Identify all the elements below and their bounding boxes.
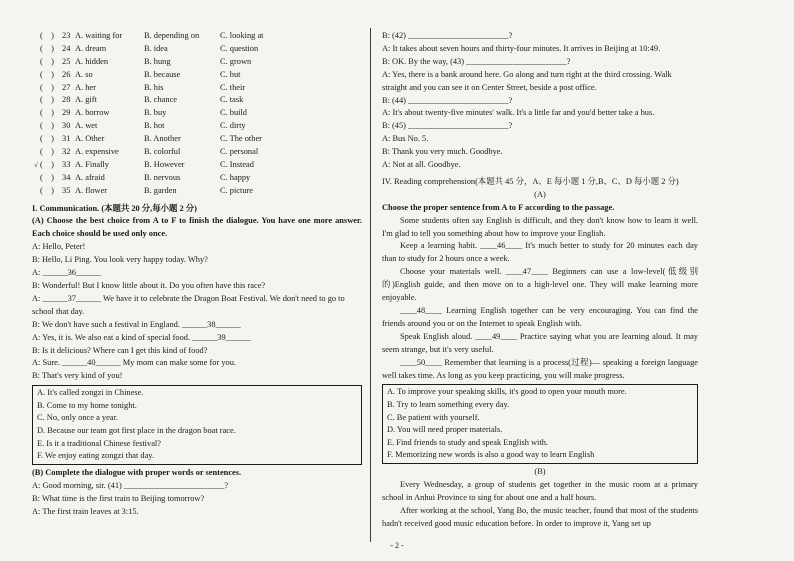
answer-mark: √ [34, 160, 38, 169]
answer-blank[interactable]: ( ) [40, 108, 54, 118]
option-c: C. build [220, 108, 247, 118]
choice-item: B. Come to my home tonight. [37, 400, 137, 410]
option-c: C. Instead [220, 159, 254, 169]
option-c: C. looking at [220, 31, 264, 40]
question-number: 35 [62, 185, 71, 195]
option-b: B. hung [144, 56, 171, 66]
cloze-option-row [32, 172, 362, 185]
option-b: B. Another [144, 134, 181, 144]
dialogue-line: B: We don't have such a festival in England. ______38______ [32, 319, 241, 329]
dialogue-line: B: Hello, Li Ping. You look very happy today. Why? [32, 255, 208, 265]
option-c: C. but [220, 69, 241, 79]
passage-paragraph: Keep a learning habit. ____46____ It's much better to study for 20 minutes each day than to study for 2 hours once a week. [382, 241, 698, 264]
question-number: 25 [62, 56, 71, 66]
choice-item: A. It's called zongzi in Chinese. [37, 388, 144, 398]
section4-partB-label: (B) [534, 466, 546, 476]
option-b: B. However [144, 159, 185, 169]
section4-title: IV. Reading comprehension(本题共 45 分，A、E 每小题 1 分,B、C、D 每小题 2 分) [382, 176, 679, 186]
cloze-option-row [32, 120, 362, 133]
choice-item: B. Try to learn something every day. [387, 400, 510, 410]
passage-paragraph: ____50____ Remember that learning is a process(过程)— speaking a foreign language well takes time. As long as you keep practicing, you will make progress. [382, 357, 698, 380]
dialogue-B-start [32, 480, 362, 519]
dialogue-line: A: ______36______ [32, 268, 102, 278]
answer-blank[interactable]: ( ) [40, 147, 54, 157]
option-b: B. colorful [144, 147, 181, 157]
cloze-option-row [32, 133, 362, 146]
option-a: A. so [75, 69, 93, 79]
question-number: 32 [62, 147, 71, 157]
dialogue-line: B: OK. By the way, (43) ________________________? [382, 56, 571, 66]
dialogue-line: B: That's very kind of you! [32, 371, 123, 381]
answer-blank[interactable]: ( ) [40, 56, 54, 66]
dialogue-line: B: (45) ________________________? [382, 121, 513, 131]
dialogue-line: A: Hello, Peter! [32, 242, 86, 252]
choice-item: A. To improve your speaking skills, it's good to open your mouth more. [387, 387, 627, 397]
page-number: - 2 - [390, 541, 404, 550]
answer-blank[interactable]: ( ) [40, 43, 54, 53]
cloze-option-row [32, 146, 362, 159]
dialogue-line: A: Sure. ______40______ My mom can make some for you. [32, 358, 236, 368]
option-c: C. grown [220, 56, 252, 66]
choice-item: F. Memorizing new words is also a good way to learn English [387, 450, 595, 460]
answer-blank[interactable]: ( ) [40, 159, 54, 169]
answer-blank[interactable]: ( ) [40, 95, 54, 105]
passage-A [382, 215, 698, 383]
question-number: 33 [62, 159, 71, 169]
option-a: A. wet [75, 121, 98, 131]
left-column [32, 30, 362, 518]
option-a: A. afraid [75, 172, 105, 182]
question-number: 26 [62, 69, 71, 79]
question-number: 34 [62, 172, 71, 182]
cloze-option-row [32, 107, 362, 120]
dialogue-line: B: (44) ________________________? [382, 95, 513, 105]
option-a: A. dream [75, 43, 107, 53]
option-b: B. his [144, 82, 164, 92]
dialogue-line: B: Wonderful! But I know little about it. Do you often have this race? [32, 281, 266, 290]
option-c: C. dirty [220, 121, 246, 131]
option-a: A. waiting for [75, 31, 123, 40]
dialogue-line: B: (42) ________________________? [382, 31, 513, 40]
question-number: 31 [62, 134, 71, 144]
choice-item: E. Is it a traditional Chinese festival? [37, 438, 161, 448]
option-b: B. nervous [144, 172, 181, 182]
option-c: C. The other [220, 134, 262, 144]
dialogue-line: A: Bus No. 5. [382, 134, 429, 144]
question-number: 24 [62, 43, 71, 53]
section1-partB-title: (B) Complete the dialogue with proper words or sentences. [32, 467, 242, 477]
passage-B [382, 479, 698, 531]
passage-paragraph: Speak English aloud. ____49____ Practice saying what you are learning aloud. It may seem strange, but it's very useful. [382, 331, 698, 354]
dialogue-line: B: Thank you very much. Goodbye. [382, 147, 503, 157]
option-a: A. gift [75, 95, 97, 105]
choice-item: D. You will need proper materials. [387, 425, 503, 435]
passage-paragraph: Some students often say English is difficult, and they don't know how to learn it well. I'm glad to tell you something about how to improve your English. [382, 215, 698, 238]
option-a: A. Other [75, 134, 105, 144]
cloze-option-row [32, 30, 362, 43]
option-a: A. hidden [75, 56, 109, 66]
dialogue-line: A: Not at all. Goodbye. [382, 160, 461, 170]
section4-instruction: Choose the proper sentence from A to F according to the passage. [382, 202, 615, 212]
cloze-option-row [32, 94, 362, 107]
option-b: B. depending on [144, 31, 200, 40]
option-c: C. question [220, 43, 259, 53]
choice-item: F. We enjoy eating zongzi that day. [37, 451, 155, 461]
dialogue-line: A: It takes about seven hours and thirty-four minutes. It arrives in Beijing at 10:49. [382, 43, 661, 53]
cloze-option-row [32, 69, 362, 82]
option-a: A. borrow [75, 108, 110, 118]
option-b: B. chance [144, 95, 178, 105]
cloze-options-list [32, 30, 362, 198]
option-a: A. expensive [75, 147, 119, 157]
section4-partA-label: (A) [534, 189, 546, 199]
option-b: B. buy [144, 108, 167, 118]
answer-blank[interactable]: ( ) [40, 31, 54, 40]
answer-blank[interactable]: ( ) [40, 121, 54, 131]
answer-blank[interactable]: ( ) [40, 172, 54, 182]
passage-paragraph: Choose your materials well. ____47____ Beginners can use a low-level(低级别的)English guide, and then move on to a high-level one. They will make learning more enjoyable. [382, 267, 698, 303]
option-c: C. picture [220, 185, 254, 195]
dialogue-line: B: What time is the first train to Beijing tomorrow? [32, 493, 205, 503]
dialogue-A [32, 241, 362, 383]
answer-blank[interactable]: ( ) [40, 185, 54, 195]
cloze-option-row [32, 56, 362, 69]
option-c: C. task [220, 95, 244, 105]
choices-box-4A [382, 384, 698, 464]
option-c: C. happy [220, 172, 251, 182]
cloze-option-row [32, 185, 362, 198]
question-number: 29 [62, 108, 71, 118]
option-a: A. Finally [75, 159, 109, 169]
cloze-option-row [32, 82, 362, 95]
cloze-option-row [32, 159, 362, 172]
answer-blank[interactable]: ( ) [40, 82, 54, 92]
choices-box-A [32, 385, 362, 465]
option-b: B. hot [144, 121, 165, 131]
right-column [382, 30, 698, 531]
cloze-option-row [32, 43, 362, 56]
dialogue-line: A: ______37______ We have it to celebrate the Dragon Boat Festival. We don't need to go to school that day. [32, 293, 345, 316]
dialogue-B-continued [382, 30, 698, 172]
section1-partA-title: (A) Choose the best choice from A to F to finish the dialogue. You have one more answer. Each choice should be used only once. [32, 216, 362, 239]
option-c: C. personal [220, 147, 259, 157]
dialogue-line: A: Good morning, sir. (41) ________________________? [32, 480, 229, 490]
choice-item: E. Find friends to study and speak English with. [387, 437, 548, 447]
dialogue-line: A: It's about twenty-five minutes' walk. It's a little far and you'd better take a bus. [382, 108, 655, 118]
passage-paragraph: ____48____ Learning English together can be very encouraging. You can find the friends around you or on the Internet to speak English with. [382, 305, 698, 328]
column-divider [370, 28, 371, 542]
question-number: 28 [62, 95, 71, 105]
question-number: 27 [62, 82, 71, 92]
passage-paragraph: After working at the school, Yang Bo, the music teacher, found that most of the students hadn't received good music education before. In order to improve it, Yang set up [382, 505, 698, 528]
dialogue-line: A: Yes, it is. We also eat a kind of special food. ______39______ [32, 332, 251, 342]
choice-item: C. Be patient with yourself. [387, 412, 480, 422]
option-c: C. their [220, 82, 246, 92]
dialogue-line: B: Is it delicious? Where can I get this kind of food? [32, 345, 208, 355]
option-b: B. garden [144, 185, 177, 195]
passage-paragraph: Every Wednesday, a group of students get together in the music room at a primary school in Anhui Province to sing for about one and a half hours. [382, 479, 698, 502]
dialogue-line: A: Yes, there is a bank around here. Go along and turn right at the third crossing. Walk straight and you can see it on Center Street, beside a post office. [382, 69, 672, 92]
option-a: A. flower [75, 185, 108, 195]
answer-blank[interactable]: ( ) [40, 69, 54, 79]
option-b: B. because [144, 69, 181, 79]
option-b: B. idea [144, 43, 168, 53]
answer-blank[interactable]: ( ) [40, 134, 54, 144]
dialogue-line: A: The first train leaves at 3:15. [32, 506, 139, 516]
choice-item: D. Because our team got first place in the dragon boat race. [37, 426, 236, 436]
question-number: 30 [62, 121, 71, 131]
section1-title: I. Communication. (本题共 20 分,每小题 2 分) [32, 203, 197, 213]
choice-item: C. No, only once a year. [37, 413, 118, 423]
question-number: 23 [62, 31, 71, 40]
option-a: A. her [75, 82, 96, 92]
